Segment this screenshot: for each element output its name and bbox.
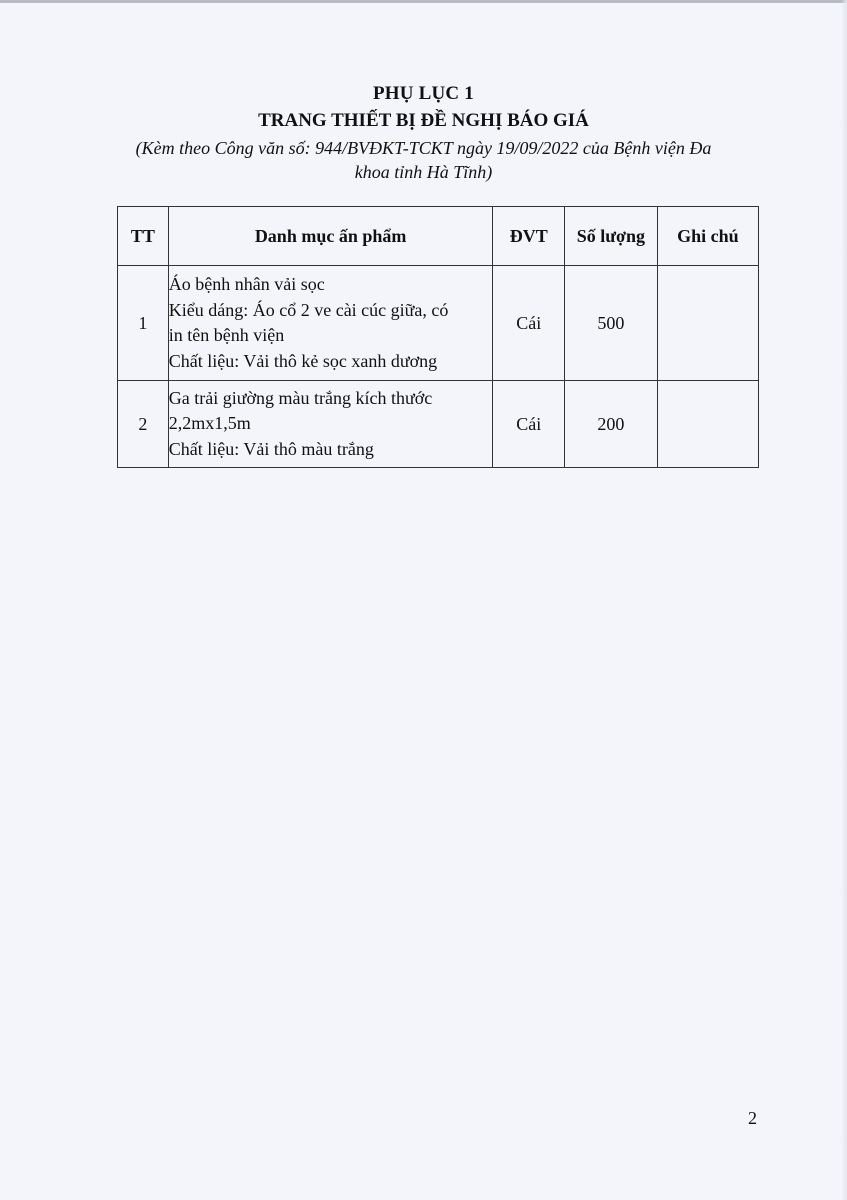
row-tt: 2 <box>118 381 169 468</box>
row-unit: Cái <box>493 381 565 468</box>
row-note <box>657 266 758 381</box>
table-row <box>118 381 759 468</box>
page-number: 2 <box>748 1108 757 1128</box>
row-quantity: 200 <box>565 381 658 468</box>
row-name-line: Áo bệnh nhân vải sọc <box>168 274 325 294</box>
items-table <box>117 206 759 468</box>
header-quantity: Số lượng <box>565 207 658 266</box>
table-row <box>118 266 759 381</box>
row-name-line: Kiểu dáng: Áo cổ 2 ve cài cúc giữa, có <box>168 299 449 320</box>
header-unit: ĐVT <box>493 207 565 266</box>
header-note: Ghi chú <box>657 207 758 266</box>
row-unit: Cái <box>493 266 565 381</box>
row-name-line: Chất liệu: Vải thô kẻ sọc xanh dương <box>168 350 438 371</box>
row-name-line: Ga trải giường màu trắng kích thước <box>168 387 433 408</box>
row-quantity: 500 <box>565 266 658 381</box>
reference-note-line: (Kèm theo Công văn số: 944/BVĐKT-TCKT ngày 19/09/2022 của Bệnh viện Đa <box>135 138 712 158</box>
reference-note <box>74 136 774 184</box>
row-tt: 1 <box>118 266 169 381</box>
row-name-line: Chất liệu: Vải thô màu trắng <box>168 438 374 459</box>
scan-top-edge <box>0 0 847 3</box>
reference-note-line: khoa tỉnh Hà Tĩnh) <box>354 162 493 182</box>
row-name-line: 2,2mx1,5m <box>168 413 251 434</box>
document-header <box>0 82 847 184</box>
row-name <box>168 266 493 381</box>
row-name-line: in tên bệnh viện <box>168 325 285 345</box>
header-name: Danh mục ấn phẩm <box>168 207 493 266</box>
header-tt: TT <box>118 207 169 266</box>
table-header-row <box>118 207 759 266</box>
document-title: TRANG THIẾT BỊ ĐỀ NGHỊ BÁO GIÁ <box>258 110 589 131</box>
row-name <box>168 381 493 468</box>
row-note <box>657 381 758 468</box>
appendix-title: PHỤ LỤC 1 <box>372 83 475 104</box>
